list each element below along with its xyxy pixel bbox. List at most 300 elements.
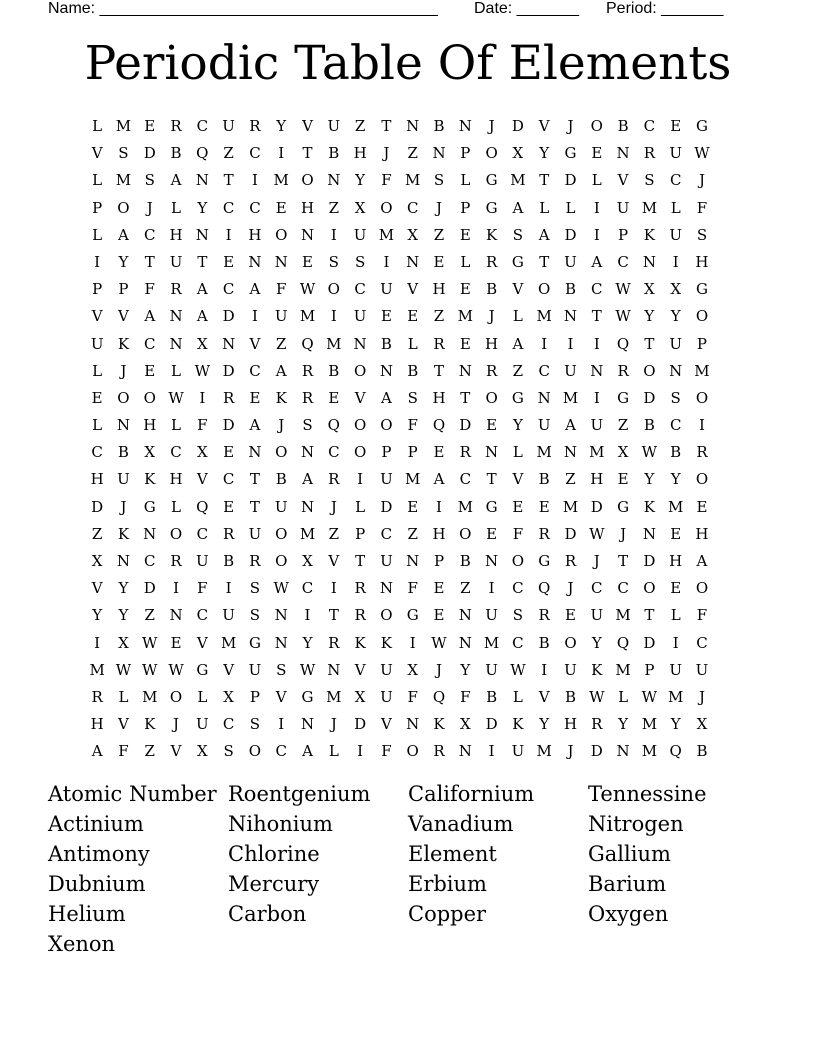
grid-letter: O — [380, 198, 393, 217]
grid-letter: R — [222, 524, 235, 543]
grid-letter: W — [431, 633, 447, 652]
grid-letter: S — [407, 388, 418, 407]
grid-letter: L — [328, 742, 339, 761]
grid-letter: O — [380, 416, 393, 435]
grid-letter: M — [405, 171, 421, 190]
grid-letter: R — [591, 715, 603, 734]
grid-letter: U — [669, 144, 682, 163]
grid-letter: B — [643, 416, 655, 435]
word-bank-item: Tennessine — [588, 782, 707, 806]
grid-letter: N — [300, 715, 315, 734]
grid-letter: M — [668, 687, 684, 706]
grid-letter: N — [485, 552, 499, 570]
grid-letter: A — [302, 470, 313, 489]
grid-letter: N — [274, 633, 288, 652]
word-bank-item: Barium — [588, 872, 667, 896]
grid-letter: J — [120, 497, 127, 516]
grid-letter: S — [118, 144, 129, 163]
grid-letter: V — [249, 334, 261, 353]
grid-letter: P — [433, 552, 445, 570]
grid-letter: Z — [276, 334, 287, 353]
grid-letter: W — [168, 660, 184, 679]
grid-letter: Y — [539, 715, 550, 734]
grid-letter: B — [433, 117, 445, 135]
grid-letter: E — [144, 361, 156, 380]
grid-letter: N — [406, 552, 420, 570]
grid-letter: C — [617, 579, 629, 598]
grid-letter: X — [196, 334, 208, 353]
grid-letter: U — [590, 606, 604, 625]
grid-letter: O — [643, 361, 656, 380]
grid-letter: H — [353, 144, 367, 163]
word-bank-item: Copper — [408, 902, 487, 926]
grid-letter: E — [223, 252, 235, 271]
grid-letter: U — [380, 660, 393, 679]
grid-letter: L — [197, 687, 208, 706]
grid-letter: E — [538, 497, 550, 516]
grid-letter: N — [116, 416, 130, 435]
grid-letter: J — [567, 742, 574, 761]
grid-letter: G — [617, 388, 630, 407]
grid-letter: A — [512, 334, 524, 353]
grid-letter: B — [117, 443, 129, 462]
grid-letter: V — [275, 687, 287, 706]
grid-letter: E — [696, 497, 708, 516]
grid-letter: F — [276, 280, 287, 299]
word-bank-item: Helium — [48, 902, 126, 926]
grid-letter: O — [353, 443, 367, 462]
grid-letter: J — [146, 198, 153, 217]
grid-letter: B — [564, 280, 576, 299]
grid-letter: O — [406, 742, 419, 761]
grid-letter: X — [354, 687, 366, 706]
grid-letter: U — [564, 361, 577, 380]
grid-letter: B — [223, 552, 235, 570]
grid-letter: I — [593, 334, 600, 353]
grid-letter: Z — [328, 524, 340, 543]
grid-letter: M — [273, 171, 289, 190]
grid-letter: H — [432, 280, 446, 299]
grid-letter: Z — [460, 579, 471, 598]
word-bank-item: Actinium — [48, 812, 144, 836]
grid-letter: Y — [118, 606, 129, 625]
grid-letter: M — [89, 660, 105, 679]
grid-letter: X — [196, 742, 208, 761]
grid-letter: J — [488, 117, 495, 135]
grid-letter: I — [94, 252, 101, 271]
grid-letter: C — [275, 742, 287, 761]
grid-letter: J — [278, 416, 285, 435]
grid-letter: I — [383, 252, 390, 271]
grid-letter: Z — [565, 470, 576, 489]
grid-letter: J — [698, 171, 705, 190]
grid-letter: O — [643, 579, 656, 598]
grid-letter: A — [302, 742, 313, 761]
grid-letter: E — [512, 497, 524, 516]
grid-letter: N — [590, 361, 604, 380]
grid-letter: C — [406, 198, 419, 217]
grid-letter: A — [196, 307, 208, 326]
grid-letter: E — [328, 388, 340, 407]
grid-letter: E — [565, 606, 576, 625]
word-bank-item: Nihonium — [228, 812, 333, 836]
grid-letter: W — [615, 307, 631, 326]
grid-letter: E — [223, 443, 235, 462]
grid-letter: E — [407, 497, 419, 516]
grid-letter: R — [170, 117, 182, 135]
grid-letter: G — [301, 687, 314, 706]
grid-letter: L — [171, 416, 182, 435]
grid-letter: P — [407, 443, 418, 462]
grid-letter: U — [353, 225, 367, 244]
grid-letter: Y — [276, 117, 287, 135]
grid-letter: C — [591, 579, 603, 598]
grid-letter: K — [643, 225, 655, 244]
grid-letter: N — [169, 307, 183, 326]
grid-letter: L — [92, 361, 103, 380]
grid-letter: I — [330, 225, 337, 244]
grid-letter: H — [485, 334, 499, 353]
grid-letter: W — [615, 280, 631, 299]
grid-letter: X — [407, 225, 419, 244]
grid-letter: L — [512, 307, 523, 326]
grid-letter: X — [459, 715, 471, 734]
grid-letter: J — [383, 144, 390, 163]
grid-letter: F — [512, 524, 524, 543]
grid-letter: L — [460, 252, 471, 271]
grid-letter: T — [644, 606, 655, 625]
grid-letter: T — [486, 470, 497, 489]
grid-letter: N — [327, 660, 341, 679]
grid-letter: L — [118, 687, 129, 706]
grid-letter: N — [616, 742, 630, 761]
grid-letter: U — [564, 660, 577, 679]
grid-letter: H — [169, 225, 183, 244]
grid-letter: R — [696, 443, 708, 462]
grid-letter: M — [457, 307, 473, 326]
grid-letter: Y — [302, 633, 313, 652]
word-bank-item: Nitrogen — [588, 812, 684, 836]
grid-letter: U — [353, 307, 367, 326]
grid-letter: Y — [355, 171, 366, 190]
grid-letter: Y — [591, 633, 602, 652]
grid-letter: U — [485, 660, 498, 679]
grid-letter: O — [353, 361, 367, 380]
grid-letter: N — [458, 117, 472, 135]
grid-letter: M — [220, 633, 237, 652]
grid-letter: P — [355, 524, 366, 543]
grid-letter: I — [251, 307, 258, 326]
grid-letter: I — [593, 388, 600, 407]
grid-letter: U — [380, 470, 393, 489]
grid-letter: Y — [512, 416, 523, 435]
grid-letter: N — [274, 252, 288, 271]
grid-letter: I — [94, 633, 101, 652]
grid-letter: R — [354, 606, 366, 625]
grid-letter: O — [695, 470, 709, 489]
grid-letter: I — [436, 497, 442, 516]
grid-letter: N — [300, 225, 315, 244]
grid-letter: F — [696, 198, 708, 217]
grid-letter: O — [590, 117, 603, 135]
grid-letter: S — [433, 171, 445, 190]
grid-letter: I — [672, 252, 679, 271]
grid-letter: Z — [91, 524, 103, 543]
grid-letter: K — [354, 633, 366, 652]
grid-letter: P — [460, 198, 471, 217]
grid-letter: O — [301, 171, 314, 190]
grid-letter: Y — [670, 307, 681, 326]
grid-letter: V — [512, 470, 524, 489]
grid-letter: N — [669, 361, 683, 380]
grid-letter: D — [91, 497, 104, 516]
grid-letter: V — [512, 280, 524, 299]
grid-letter: J — [698, 687, 705, 706]
grid-letter: I — [199, 388, 206, 407]
grid-letter: E — [670, 117, 682, 135]
grid-letter: Q — [616, 334, 630, 353]
grid-letter: R — [538, 606, 550, 625]
grid-letter: N — [248, 443, 262, 462]
grid-letter: F — [197, 579, 208, 598]
grid-letter: V — [407, 280, 419, 299]
grid-letter: L — [512, 443, 523, 462]
grid-letter: W — [589, 524, 605, 543]
grid-letter: F — [381, 171, 392, 190]
grid-letter: U — [248, 660, 262, 679]
grid-letter: V — [538, 687, 550, 706]
grid-letter: L — [670, 198, 681, 217]
grid-letter: Q — [196, 144, 209, 163]
grid-letter: Z — [144, 606, 155, 625]
grid-letter: O — [485, 144, 498, 163]
grid-letter: P — [118, 280, 129, 299]
grid-letter: R — [222, 388, 235, 407]
grid-letter: Q — [196, 497, 209, 516]
grid-letter: C — [170, 443, 182, 462]
grid-letter: O — [275, 524, 288, 543]
grid-letter: M — [536, 742, 552, 761]
grid-letter: S — [144, 171, 155, 190]
grid-letter: G — [248, 633, 261, 652]
grid-letter: R — [301, 388, 314, 407]
grid-letter: N — [195, 225, 209, 244]
grid-letter: D — [590, 497, 603, 516]
grid-letter: J — [488, 307, 495, 326]
grid-letter: X — [223, 687, 234, 706]
grid-letter: T — [355, 552, 366, 570]
grid-letter: O — [275, 225, 288, 244]
grid-letter: G — [695, 280, 708, 299]
grid-letter: M — [326, 334, 342, 353]
grid-letter: A — [275, 361, 287, 380]
date-field-label: Date: _______ — [474, 0, 579, 17]
grid-letter: J — [593, 552, 600, 570]
grid-letter: B — [670, 443, 682, 462]
grid-letter: A — [591, 252, 603, 271]
grid-letter: G — [485, 497, 498, 516]
grid-letter: W — [142, 633, 158, 652]
grid-letter: V — [118, 307, 129, 326]
grid-letter: O — [695, 579, 709, 598]
grid-letter: K — [433, 715, 445, 734]
grid-letter: O — [353, 416, 367, 435]
grid-letter: K — [380, 633, 393, 652]
grid-letter: S — [302, 416, 313, 435]
grid-letter: M — [457, 497, 473, 516]
word-bank-item: Mercury — [228, 872, 320, 896]
grid-letter: W — [168, 388, 184, 407]
grid-letter: O — [459, 524, 472, 543]
page-title: Periodic Table Of Elements — [84, 36, 732, 91]
grid-letter: H — [563, 715, 578, 734]
grid-letter: U — [380, 687, 393, 706]
grid-letter: U — [327, 117, 341, 135]
grid-letter: L — [539, 198, 550, 217]
grid-letter: E — [670, 524, 682, 543]
grid-letter: M — [142, 687, 158, 706]
grid-letter: J — [330, 497, 337, 516]
grid-letter: M — [641, 715, 658, 734]
grid-letter: T — [618, 552, 629, 570]
grid-letter: G — [485, 198, 498, 217]
worksheet-header — [48, 0, 748, 20]
grid-letter: G — [695, 117, 708, 135]
grid-letter: U — [511, 742, 525, 761]
grid-letter: C — [512, 633, 524, 652]
grid-letter: L — [407, 334, 418, 353]
grid-letter: T — [197, 252, 208, 271]
grid-letter: K — [512, 715, 524, 734]
grid-letter: M — [405, 470, 421, 489]
grid-letter: H — [695, 524, 709, 543]
grid-letter: D — [222, 307, 235, 326]
grid-letter: L — [618, 687, 629, 706]
grid-letter: F — [407, 416, 418, 435]
grid-letter: Y — [618, 715, 629, 734]
grid-letter: N — [274, 606, 288, 625]
grid-letter: V — [354, 388, 366, 407]
grid-letter: O — [695, 307, 709, 326]
grid-letter: E — [486, 416, 498, 435]
grid-letter: N — [379, 579, 393, 598]
word-search-grid — [84, 113, 715, 766]
grid-letter: P — [618, 225, 629, 244]
word-bank — [48, 779, 768, 959]
grid-letter: X — [407, 660, 419, 679]
grid-letter: E — [144, 117, 156, 135]
grid-letter: E — [459, 334, 471, 353]
grid-letter: A — [249, 280, 261, 299]
grid-letter: D — [564, 225, 577, 244]
grid-letter: W — [194, 361, 211, 380]
grid-letter: Z — [433, 225, 445, 244]
grid-letter: C — [354, 280, 366, 299]
word-bank-item: Erbium — [408, 872, 487, 896]
grid-letter: J — [173, 715, 180, 734]
grid-letter: W — [299, 280, 316, 299]
grid-letter: O — [143, 388, 156, 407]
grid-letter: O — [275, 552, 288, 570]
grid-letter: F — [118, 742, 129, 761]
grid-letter: X — [302, 552, 313, 570]
grid-letter: X — [670, 280, 682, 299]
grid-letter: I — [488, 579, 495, 598]
grid-letter: C — [591, 280, 603, 299]
grid-letter: X — [512, 144, 524, 163]
grid-letter: R — [433, 742, 445, 761]
grid-letter: Z — [223, 144, 234, 163]
word-bank-item: Atomic Number — [48, 782, 217, 806]
grid-letter: I — [225, 579, 232, 598]
grid-letter: M — [562, 388, 579, 407]
grid-letter: N — [642, 524, 656, 543]
grid-letter: X — [696, 715, 708, 734]
grid-letter: T — [644, 334, 655, 353]
grid-letter: I — [278, 715, 285, 734]
grid-letter: T — [328, 606, 339, 625]
grid-letter: C — [669, 416, 682, 435]
grid-letter: N — [406, 117, 420, 135]
grid-letter: S — [354, 252, 366, 271]
grid-letter: E — [433, 252, 445, 271]
grid-letter: Y — [670, 470, 681, 489]
grid-letter: M — [668, 497, 684, 516]
grid-letter: F — [144, 280, 155, 299]
grid-letter: T — [539, 252, 550, 271]
grid-letter: D — [643, 388, 656, 407]
grid-letter: W — [273, 579, 289, 598]
grid-letter: M — [510, 171, 526, 190]
grid-letter: R — [328, 470, 340, 489]
grid-letter: K — [591, 660, 603, 679]
grid-letter: B — [486, 280, 498, 299]
grid-letter: C — [512, 579, 524, 598]
grid-letter: W — [510, 660, 526, 679]
grid-letter: U — [380, 280, 393, 299]
grid-letter: N — [327, 171, 341, 190]
grid-letter: W — [142, 660, 158, 679]
grid-letter: U — [669, 225, 682, 244]
word-bank-item: Vanadium — [408, 812, 514, 836]
grid-letter: L — [512, 687, 523, 706]
grid-letter: M — [694, 361, 710, 380]
grid-letter: S — [512, 606, 524, 625]
grid-letter: I — [357, 470, 364, 489]
grid-letter: J — [436, 198, 443, 217]
grid-letter: O — [275, 443, 288, 462]
grid-letter: G — [143, 497, 156, 516]
grid-letter: U — [537, 416, 551, 435]
grid-letter: M — [536, 443, 552, 462]
grid-letter: H — [300, 198, 315, 217]
grid-letter: R — [538, 524, 550, 543]
grid-letter: E — [433, 579, 445, 598]
grid-letter: G — [406, 606, 419, 625]
grid-letter: S — [696, 225, 708, 244]
word-bank-item: Element — [408, 842, 497, 866]
grid-letter: C — [222, 280, 235, 299]
word-bank-item: Chlorine — [228, 842, 320, 866]
grid-letter: W — [694, 144, 710, 163]
period-field-label: Period: _______ — [606, 0, 724, 17]
grid-letter: N — [116, 552, 130, 570]
grid-letter: G — [511, 252, 524, 271]
grid-letter: O — [564, 633, 577, 652]
grid-letter: H — [590, 470, 604, 489]
grid-letter: C — [196, 606, 209, 625]
grid-letter: N — [458, 606, 472, 625]
